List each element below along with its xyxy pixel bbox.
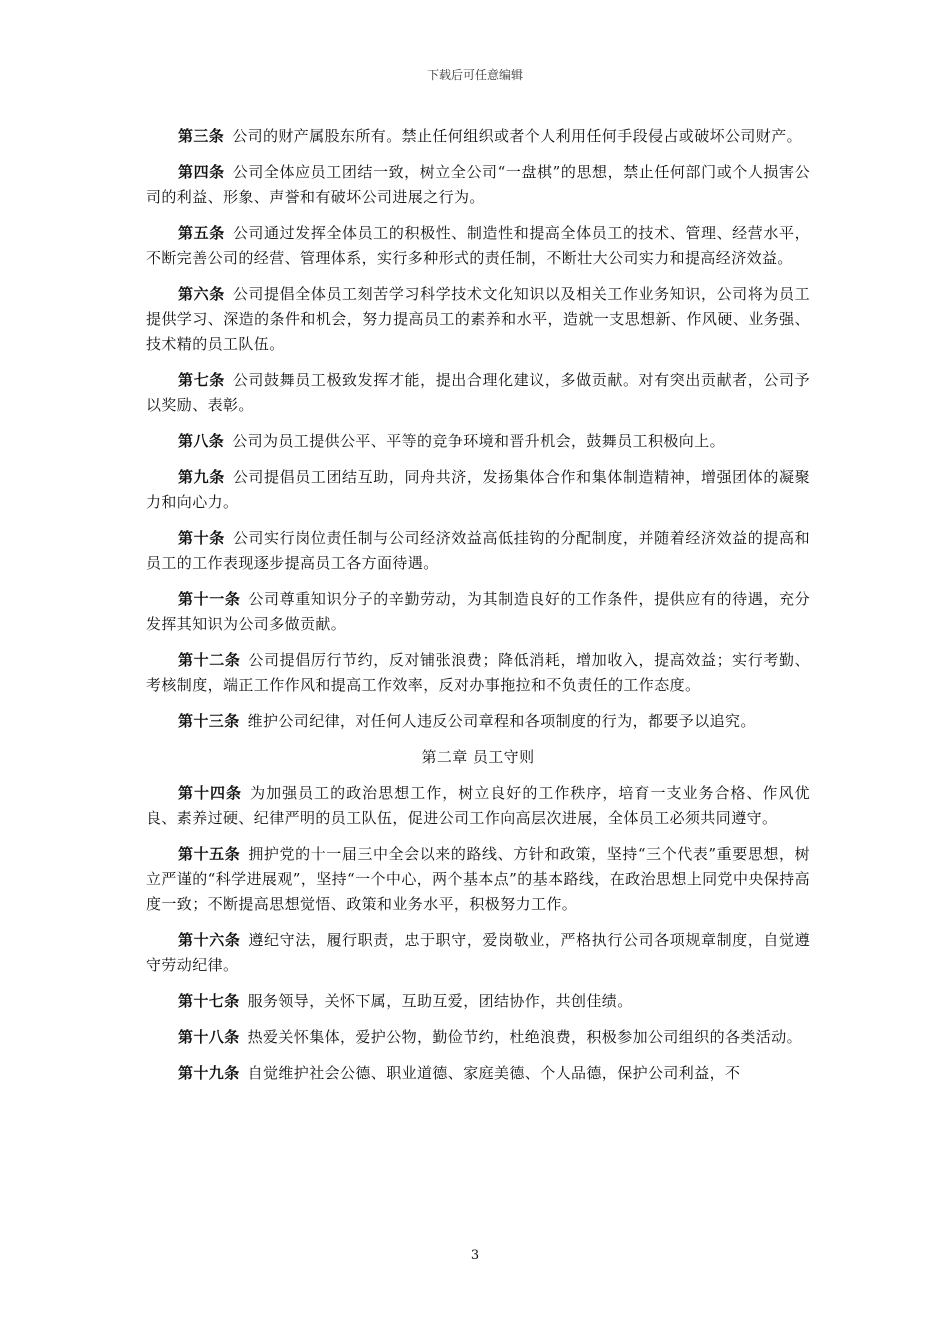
article-text: 公司实行岗位责任制与公司经济效益高低挂钩的分配制度，并随着经济效益的提高和员工的工作表现逐步提高员工各方面待遇。 <box>146 529 811 572</box>
article-4 <box>146 160 810 210</box>
article-label: 第十九条 <box>178 1064 240 1082</box>
article-text: 拥护党的十一届三中全会以来的路线、方针和政策，坚持“三个代表”重要思想，树立严谨的“科学进展观”，坚持“一个中心，两个基本点”的基本路线，在政治思想上同党中央保持高度一致；不断提高思想觉悟、政策和业务水平，积极努力工作。 <box>146 845 810 913</box>
article-6 <box>146 282 810 357</box>
article-text: 公司提倡全体员工刻苦学习科学技术文化知识以及相关工作业务知识，公司将为员工提供学习、深造的条件和机会，努力提高员工的素养和水平，造就一支思想新、作风硬、业务强、技术精的员工队伍。 <box>146 285 811 353</box>
document-body <box>146 124 810 1097</box>
article-3 <box>146 124 810 149</box>
article-7 <box>146 368 810 418</box>
article-16 <box>146 928 810 978</box>
chapter-title: 第二章 员工守则 <box>421 748 535 766</box>
article-label: 第十四条 <box>178 784 243 802</box>
article-text: 公司提倡员工团结互助，同舟共济，发扬集体合作和集体制造精神，增强团体的凝聚力和向心力。 <box>146 468 811 511</box>
article-label: 第八条 <box>178 432 225 450</box>
article-11 <box>146 587 810 637</box>
article-label: 第十三条 <box>178 712 240 730</box>
article-text: 公司的财产属股东所有。禁止任何组织或者个人利用任何手段侵占或破坏公司财产。 <box>232 127 803 145</box>
article-15 <box>146 842 810 917</box>
article-17 <box>146 989 810 1014</box>
article-text: 热爱关怀集体，爱护公物，勤俭节约，杜绝浪费，积极参加公司组织的各类活动。 <box>247 1028 803 1046</box>
article-text: 公司尊重知识分子的辛勤劳动，为其制造良好的工作条件，提供应有的待遇，充分发挥其知识为公司多做贡献。 <box>146 590 810 633</box>
article-13 <box>146 709 810 734</box>
article-text: 服务领导，关怀下属，互助互爱，团结协作，共创佳绩。 <box>247 992 633 1010</box>
article-5 <box>146 221 810 271</box>
article-label: 第九条 <box>178 468 225 486</box>
article-text: 公司为员工提供公平、平等的竞争环境和晋升机会，鼓舞员工积极向上。 <box>232 432 726 450</box>
article-label: 第四条 <box>178 163 225 181</box>
article-label: 第十条 <box>178 529 225 547</box>
article-19 <box>146 1061 810 1086</box>
article-text: 自觉维护社会公德、职业道德、家庭美德、个人品德，保护公司利益，不 <box>247 1064 741 1082</box>
article-label: 第十六条 <box>178 931 241 949</box>
article-text: 维护公司纪律，对任何人违反公司章程和各项制度的行为，都要予以追究。 <box>247 712 756 730</box>
article-label: 第十五条 <box>178 845 241 863</box>
article-label: 第五条 <box>178 224 225 242</box>
article-14 <box>146 781 810 831</box>
article-12 <box>146 648 810 698</box>
article-label: 第十一条 <box>178 590 241 608</box>
article-text: 遵纪守法，履行职责，忠于职守，爱岗敬业，严格执行公司各项规章制度，自觉遵守劳动纪律。 <box>146 931 810 974</box>
article-text: 公司全体应员工团结一致，树立全公司“一盘棋”的思想，禁止任何部门或个人损害公司的利益、形象、声誉和有破坏公司进展之行为。 <box>146 163 810 206</box>
article-text: 公司通过发挥全体员工的积极性、制造性和提高全体员工的技术、管理、经营水平，不断完善公司的经营、管理体系，实行多种形式的责任制，不断壮大公司实力和提高经济效益。 <box>146 224 811 267</box>
article-label: 第十八条 <box>178 1028 240 1046</box>
article-label: 第六条 <box>178 285 225 303</box>
article-8 <box>146 429 810 454</box>
article-text: 公司提倡厉行节约，反对铺张浪费；降低消耗，增加收入，提高效益；实行考勤、考核制度，端正工作作风和提高工作效率，反对办事拖拉和不负责任的工作态度。 <box>146 651 810 694</box>
article-text: 为加强员工的政治思想工作，树立良好的工作秩序，培育一支业务合格、作风优良、素养过硬、纪律严明的员工队伍，促进公司工作向高层次进展，全体员工必须共同遵守。 <box>146 784 810 827</box>
article-label: 第七条 <box>178 371 225 389</box>
page-header: 下载后可任意编辑 <box>426 68 523 82</box>
article-9 <box>146 465 810 515</box>
article-18 <box>146 1025 810 1050</box>
article-label: 第十七条 <box>178 992 240 1010</box>
article-label: 第十二条 <box>178 651 241 669</box>
article-10 <box>146 526 810 576</box>
article-label: 第三条 <box>178 127 225 145</box>
page-number: 3 <box>470 1248 480 1263</box>
article-text: 公司鼓舞员工极致发挥才能，提出合理化建议，多做贡献。对有突出贡献者，公司予以奖励、表彰。 <box>146 371 811 414</box>
